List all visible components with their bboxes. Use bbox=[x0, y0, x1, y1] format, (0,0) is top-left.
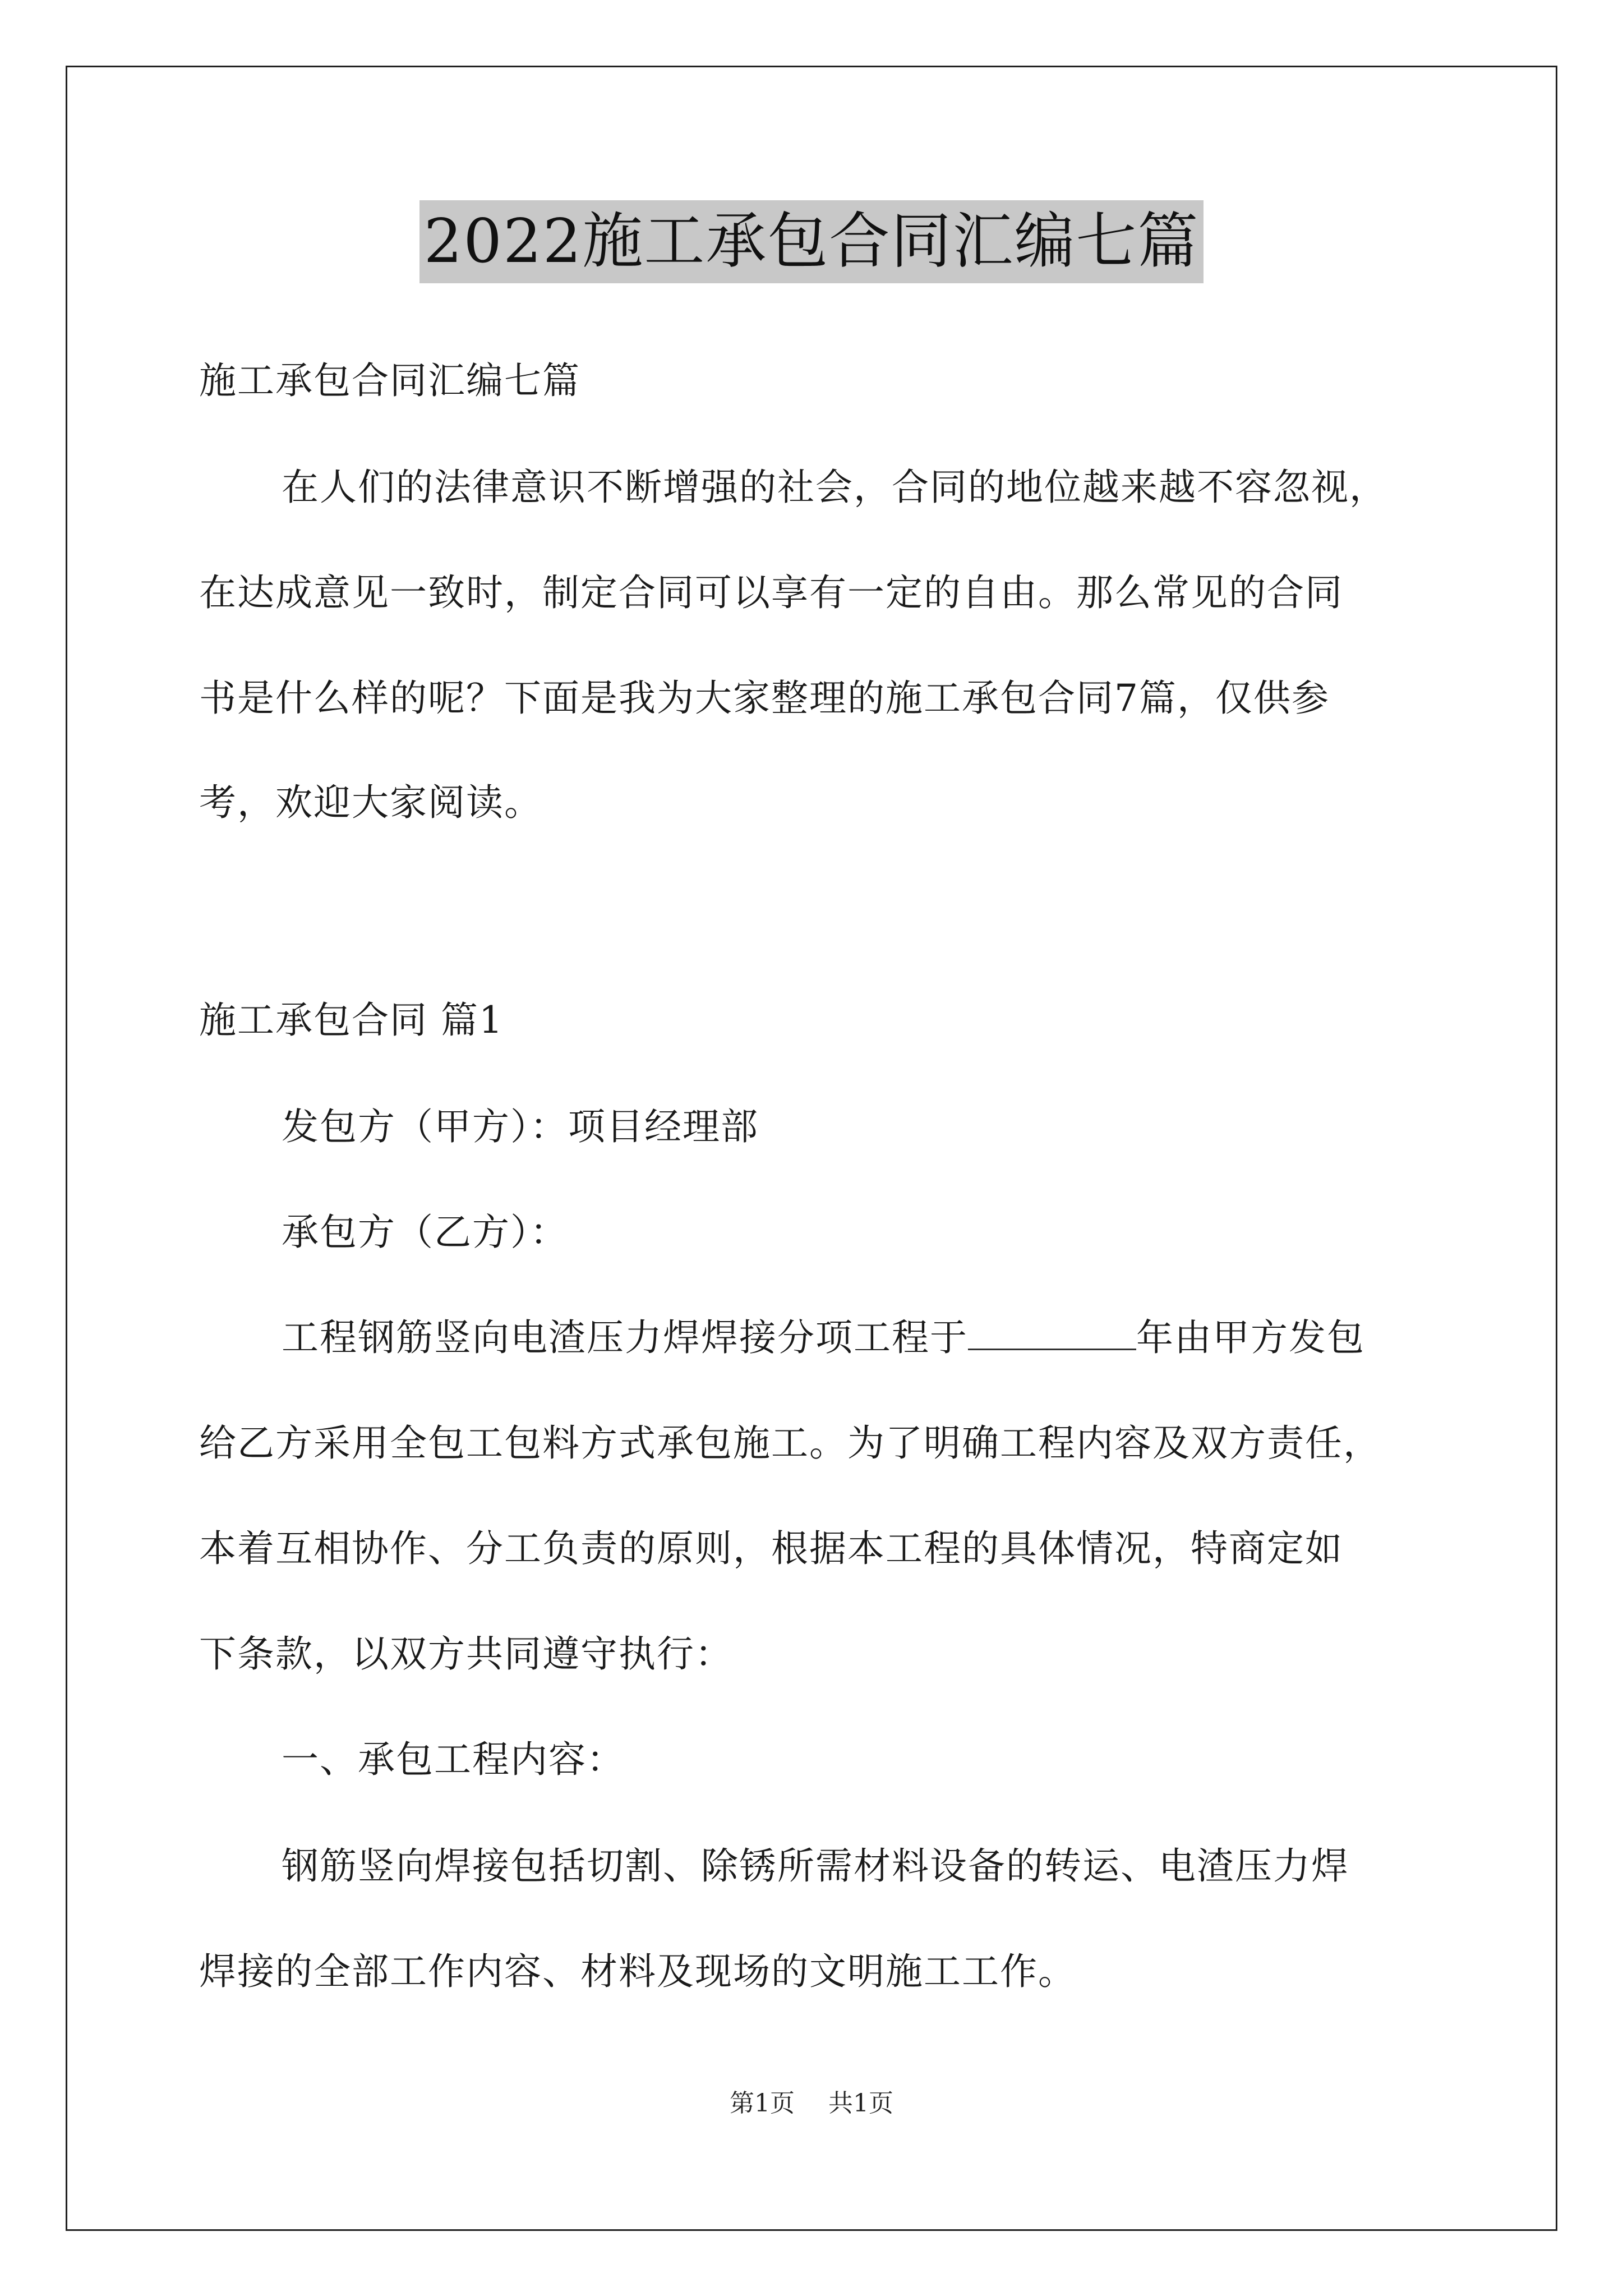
intro-line-1: 在人们的法律意识不断增强的社会，合同的地位越来越不容忽视， bbox=[282, 466, 1387, 509]
title-container bbox=[0, 200, 1623, 283]
clause-line-2: 焊接的全部工作内容、材料及现场的文明施工工作。 bbox=[199, 1950, 1076, 1993]
page-total: 共1页 bbox=[828, 2089, 893, 2118]
intro-line-2: 在达成意见一致时，制定合同可以享有一定的自由。那么常见的合同 bbox=[199, 571, 1343, 614]
paragraph-line-3: 本着互相协作、分工负责的原则，根据本工程的具体情况，特商定如 bbox=[199, 1527, 1343, 1570]
intro-line-3: 书是什么样的呢？下面是我为大家整理的施工承包合同7篇，仅供参 bbox=[199, 677, 1330, 720]
document-title: 2022施工承包合同汇编七篇 bbox=[419, 200, 1204, 283]
paragraph-line-1-before: 工程钢筋竖向电渣压力焊焊接分项工程于 bbox=[282, 1316, 968, 1359]
page-footer bbox=[0, 2087, 1623, 2120]
page-number: 第1页 bbox=[730, 2089, 795, 2118]
intro-line-4: 考，欢迎大家阅读。 bbox=[199, 781, 542, 824]
party-a: 发包方（甲方）：项目经理部 bbox=[282, 1105, 759, 1148]
section-heading: 施工承包合同 篇1 bbox=[199, 999, 504, 1042]
paragraph-line-1-after: 年由甲方发包 bbox=[1136, 1316, 1365, 1359]
document-subtitle: 施工承包合同汇编七篇 bbox=[199, 359, 580, 402]
paragraph-line-4: 下条款，以双方共同遵守执行： bbox=[199, 1632, 733, 1676]
year-blank bbox=[968, 1315, 1136, 1350]
paragraph-line-2: 给乙方采用全包工包料方式承包施工。为了明确工程内容及双方责任， bbox=[199, 1421, 1381, 1465]
paragraph-line-1 bbox=[282, 1313, 1365, 1363]
clause-heading: 一、承包工程内容： bbox=[282, 1738, 625, 1781]
party-b: 承包方（乙方）： bbox=[282, 1211, 568, 1254]
clause-line-1: 钢筋竖向焊接包括切割、除锈所需材料设备的转运、电渣压力焊 bbox=[282, 1844, 1349, 1888]
